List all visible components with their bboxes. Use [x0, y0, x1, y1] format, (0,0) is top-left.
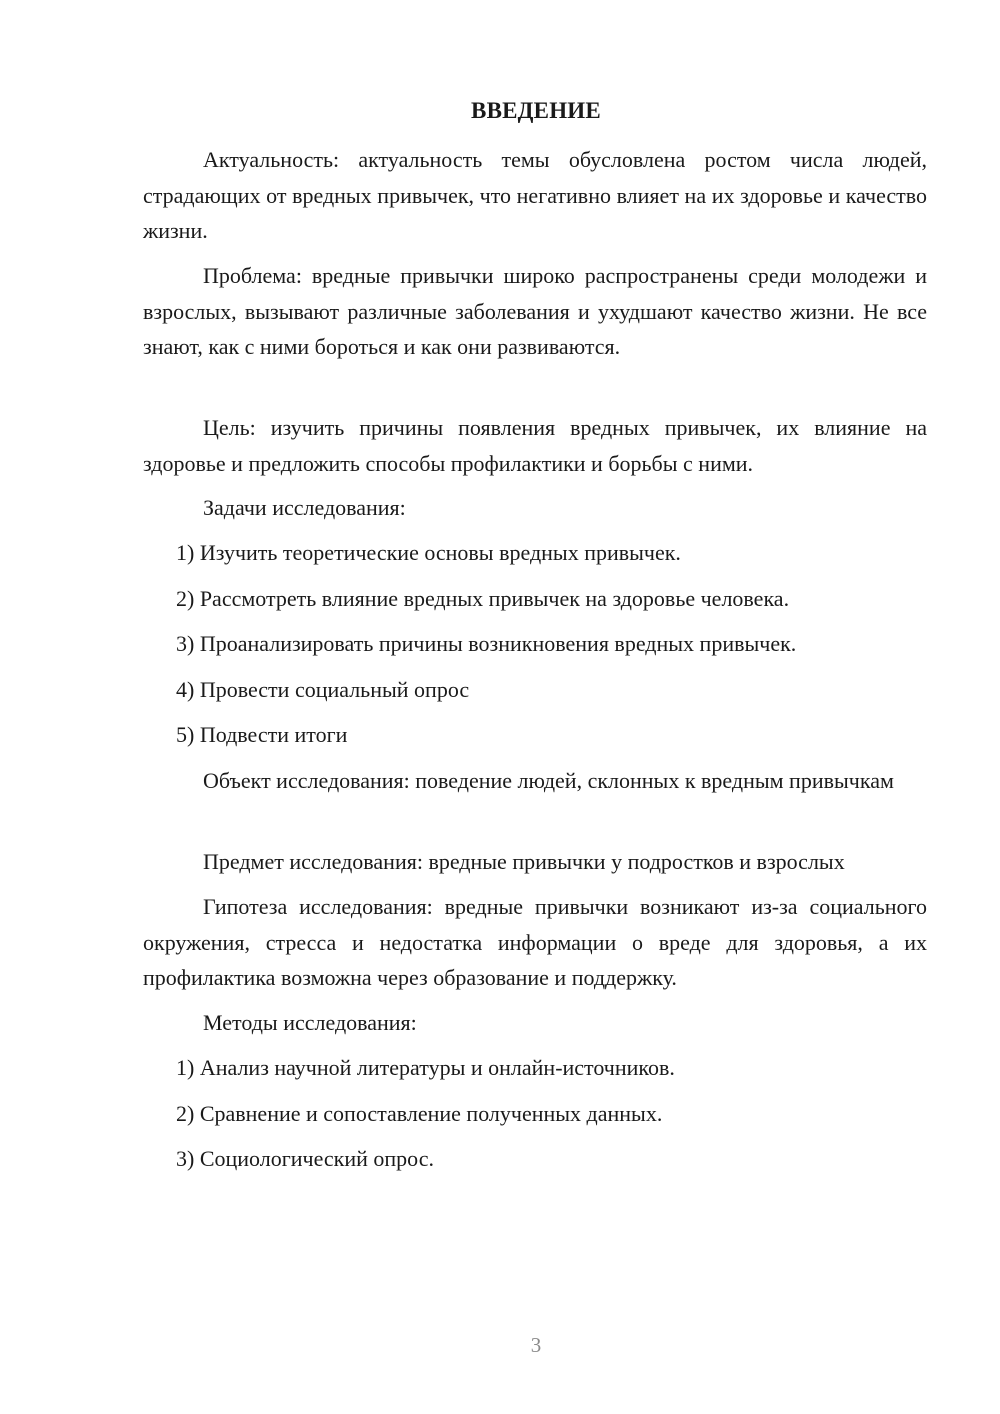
list-item: 3) Социологический опрос. — [176, 1146, 434, 1171]
methods-title: Методы исследования: — [203, 1010, 417, 1035]
list-item: 4) Провести социальный опрос — [176, 677, 470, 702]
page-title: ВВЕДЕНИЕ — [471, 98, 601, 123]
hypothesis-paragraph: Гипотеза исследования: вредные привычки возникают из-за социального окружения, стресса и недостатка информации о вреде для здоровья, а их профилактика возможна через образование и поддержку. — [143, 894, 927, 990]
list-item: 2) Сравнение и сопоставление полученных данных. — [176, 1101, 663, 1126]
problem-paragraph: Проблема: вредные привычки широко распространены среди молодежи и взрослых, вызывают различные заболевания и ухудшают качество жизни. Не все знают, как с ними бороться и как они развиваются. — [143, 263, 927, 359]
list-item: 3) Проанализировать причины возникновения вредных привычек. — [176, 631, 797, 656]
tasks-title: Задачи исследования: — [203, 495, 406, 520]
list-item: 1) Анализ научной литературы и онлайн-источников. — [176, 1055, 675, 1080]
list-item: 5) Подвести итоги — [176, 722, 348, 747]
subject-paragraph: Предмет исследования: вредные привычки у подростков и взрослых — [203, 849, 845, 874]
relevance-paragraph: Актуальность: актуальность темы обусловлена ростом числа людей, страдающих от вредных привычек, что негативно влияет на их здоровье и качество жизни. — [143, 147, 927, 243]
list-item: 1) Изучить теоретические основы вредных привычек. — [176, 540, 681, 565]
page-number: 3 — [530, 1333, 542, 1357]
list-item: 2) Рассмотреть влияние вредных привычек на здоровье человека. — [176, 586, 790, 611]
goal-paragraph: Цель: изучить причины появления вредных привычек, их влияние на здоровье и предложить способы профилактики и борьбы с ними. — [143, 415, 927, 476]
object-paragraph: Объект исследования: поведение людей, склонных к вредным привычкам — [203, 768, 894, 793]
